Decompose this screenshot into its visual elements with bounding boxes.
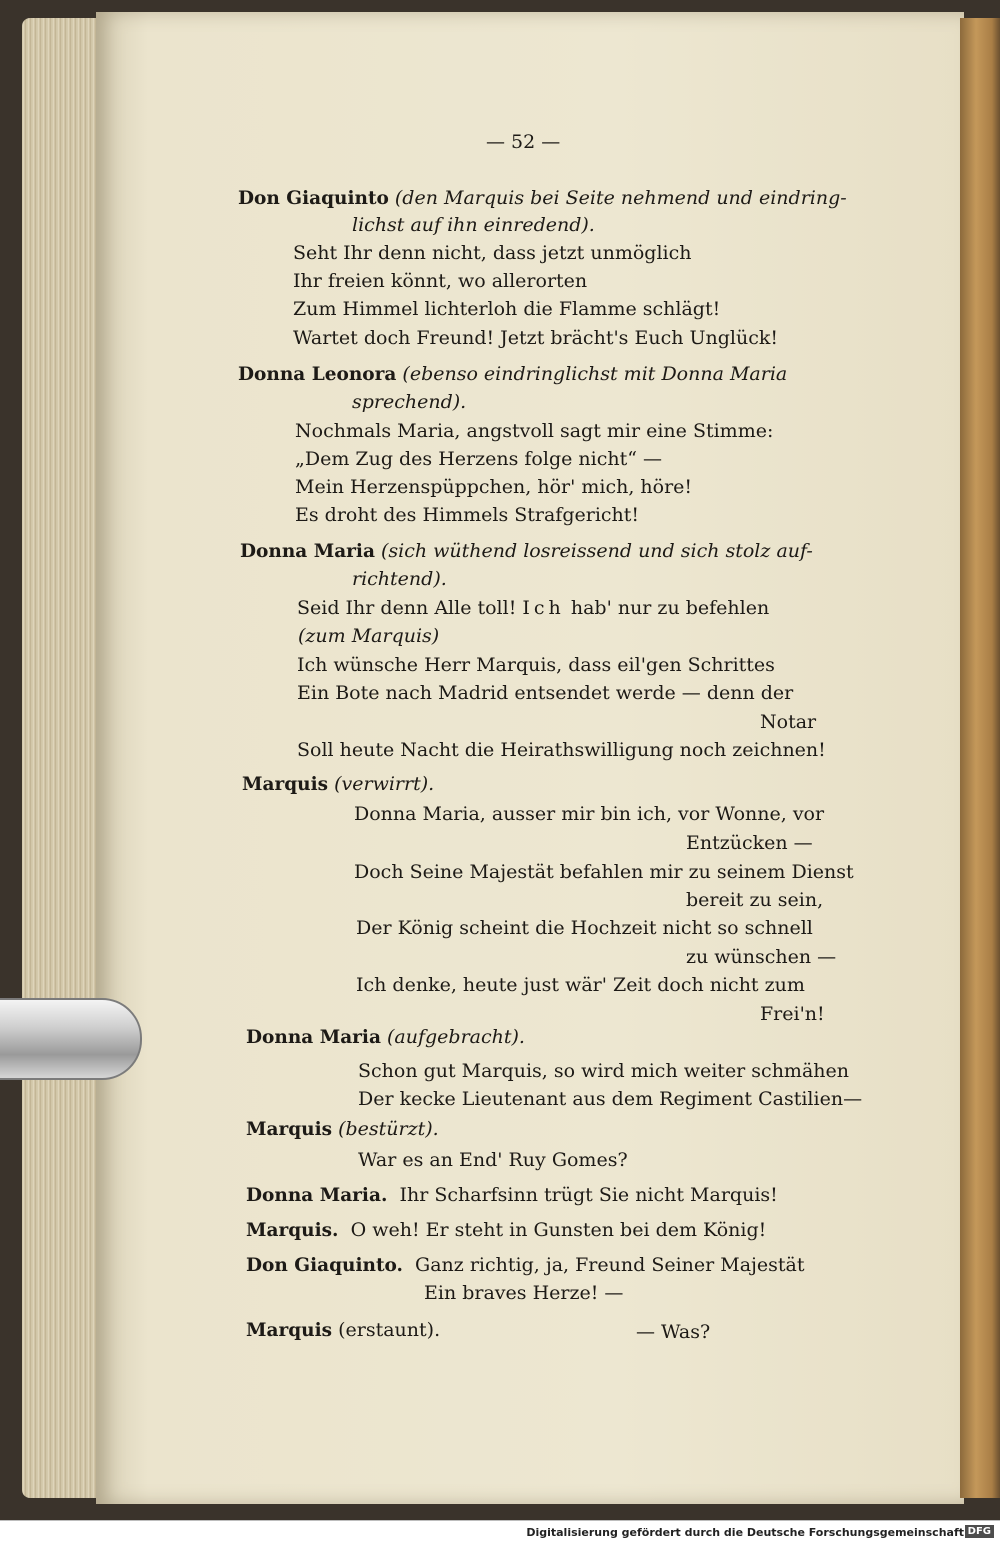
verse-text: Seid Ihr denn Alle toll!: [297, 597, 517, 619]
verse-line: Ihr freien könnt, wo allerorten: [293, 270, 588, 292]
verse-line: — Was?: [636, 1321, 711, 1343]
verse-text: O weh! Er steht in Gunsten bei dem König!: [350, 1219, 767, 1241]
speech-line: [246, 1025, 525, 1050]
verse-line: Donna Maria, ausser mir bin ich, vor Wonne, vor: [354, 803, 825, 825]
page-clip-holder: [0, 998, 142, 1080]
verse-line: Ein Bote nach Madrid entsendet werde — denn der: [297, 682, 794, 704]
speech-line: [242, 772, 434, 797]
speaker-name: Donna Maria: [246, 1027, 381, 1048]
stage-direction: richtend).: [352, 568, 447, 590]
verse-line: Seht Ihr denn nicht, dass jetzt unmöglich: [293, 242, 692, 264]
verse-line: Mein Herzenspüppchen, hör' mich, höre!: [295, 476, 693, 498]
verse-line: Wartet doch Freund! Jetzt brächt's Euch Unglück!: [293, 327, 779, 349]
emphasized-word: Ich: [522, 597, 565, 619]
verse-line: Der König scheint die Hochzeit nicht so schnell: [356, 917, 813, 939]
stage-direction: (zum Marquis): [298, 625, 440, 647]
verse-line-continuation: zu wünschen —: [686, 946, 837, 968]
stage-direction: (ebenso eindringlichst mit Donna Maria: [402, 363, 788, 385]
verse-text: (erstaunt).: [338, 1319, 441, 1341]
verse-line: Soll heute Nacht die Heirathswilligung noch zeichnen!: [297, 739, 826, 761]
verse-line: „Dem Zug des Herzens folge nicht“ —: [295, 448, 662, 470]
speaker-name: Donna Maria.: [246, 1185, 388, 1206]
stage-direction: (den Marquis bei Seite nehmend und eindring-: [394, 187, 847, 209]
verse-line: Schon gut Marquis, so wird mich weiter schmähen: [358, 1060, 849, 1082]
verse-line: Der kecke Lieutenant aus dem Regiment Castilien—: [358, 1088, 863, 1110]
funding-note: Digitalisierung gefördert durch die Deutsche Forschungsgemeinschaft: [526, 1526, 964, 1539]
speech-line: [246, 1218, 766, 1243]
verse-line-continuation: Entzücken —: [686, 832, 813, 854]
speech-line: [240, 539, 813, 564]
speech-line: [246, 1253, 805, 1278]
page-edge-stack: [22, 18, 102, 1498]
speaker-name: Donna Leonora: [238, 364, 397, 385]
stage-direction: (verwirrt).: [334, 773, 435, 795]
verse-line: Ich denke, heute just wär' Zeit doch nicht zum: [356, 974, 805, 996]
stage-direction: sprechend).: [352, 391, 467, 413]
speech-line: [246, 1318, 440, 1343]
verse-line: Ich wünsche Herr Marquis, dass eil'gen Schrittes: [297, 654, 775, 676]
stage-direction: (aufgebracht).: [387, 1026, 525, 1048]
speaker-name: Don Giaquinto.: [246, 1255, 403, 1276]
speaker-name: Marquis: [246, 1119, 333, 1140]
speech-line: [238, 186, 847, 211]
stage-direction: (bestürzt).: [338, 1118, 439, 1140]
speech-line: [246, 1183, 778, 1208]
verse-line: War es an End' Ruy Gomes?: [358, 1149, 628, 1171]
verse-line-continuation: bereit zu sein,: [686, 889, 824, 911]
page-number: — 52 —: [486, 131, 561, 153]
speaker-name: Donna Maria: [240, 541, 375, 562]
verse-text: hab' nur zu befehlen: [570, 597, 770, 619]
verse-line: Doch Seine Majestät befahlen mir zu seinem Dienst: [354, 861, 854, 883]
book-spine: [960, 18, 1000, 1498]
verse-line-continuation: Frei'n!: [760, 1003, 825, 1025]
verse-line: Zum Himmel lichterloh die Flamme schlägt!: [293, 298, 721, 320]
dfg-logo: DFG: [965, 1525, 994, 1538]
speech-line: [246, 1117, 439, 1142]
verse-line: Ein braves Herze! —: [424, 1282, 624, 1304]
verse-line: [297, 596, 769, 620]
speech-line: [238, 362, 787, 387]
speaker-name: Marquis: [246, 1320, 333, 1341]
verse-line: Nochmals Maria, angstvoll sagt mir eine Stimme:: [295, 420, 774, 442]
verse-text: Ihr Scharfsinn trügt Sie nicht Marquis!: [399, 1184, 778, 1206]
verse-line: Es droht des Himmels Strafgericht!: [295, 504, 640, 526]
speaker-name: Marquis.: [246, 1220, 339, 1241]
footer-bar: [0, 1520, 1000, 1546]
stage-direction: lichst auf ihn einredend).: [352, 214, 595, 236]
stage-direction: (sich wüthend losreissend und sich stolz auf-: [381, 540, 813, 562]
verse-text: Ganz richtig, ja, Freund Seiner Majestät: [415, 1254, 805, 1276]
speaker-name: Don Giaquinto: [238, 188, 389, 209]
verse-line-continuation: Notar: [760, 711, 817, 733]
speaker-name: Marquis: [242, 774, 329, 795]
